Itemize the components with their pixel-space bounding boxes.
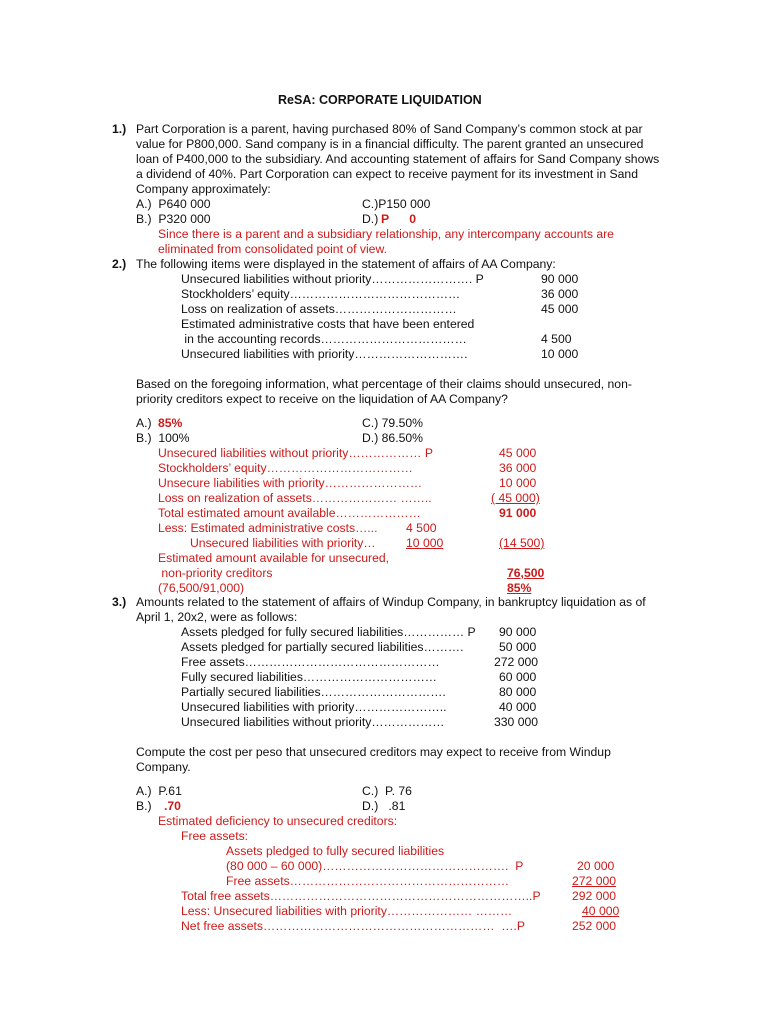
q2-solution-value: ( 45 000)	[491, 491, 540, 505]
q3-item-label: Partially secured liabilities………………………….	[181, 685, 446, 699]
q2-ratio-value: 85%	[507, 581, 532, 595]
q3-less-unsecured-value: 40 000	[582, 904, 620, 918]
q1-option-d-label: D.)	[362, 212, 379, 226]
q2-item-value: 36 000	[541, 287, 579, 301]
q2-less-value: 4 500	[406, 521, 437, 535]
q3-question-line: Company.	[136, 760, 191, 774]
q3-option-b-label: B.)	[136, 799, 152, 813]
q2-solution-value: 45 000	[499, 446, 537, 460]
q2-ratio-label: (76,500/91,000)	[158, 581, 245, 595]
q3-free-assets-label: Free assets………………………………………………	[226, 874, 510, 888]
q3-item-value: 330 000	[494, 715, 539, 729]
q1-option-a: A.) P640 000	[136, 197, 211, 211]
q2-solution-label: Total estimated amount available…………………	[158, 506, 421, 520]
q2-item-value: 10 000	[541, 347, 579, 361]
q3-item-value: 90 000	[499, 625, 537, 639]
q2-solution-value: 10 000	[499, 476, 537, 490]
q1-option-c: C.)P150 000	[362, 197, 431, 211]
q1-option-b: B.) P320 000	[136, 212, 211, 226]
q2-solution-label: Loss on realization of assets………………… ……..	[158, 491, 432, 505]
q3-item-value: 80 000	[499, 685, 537, 699]
question-3-number: 3.)	[112, 595, 127, 609]
q2-item-label: Estimated administrative costs that have been entered	[181, 317, 475, 331]
q1-explanation-line: eliminated from consolidated point of view.	[158, 242, 387, 256]
q2-option-a-answer: 85%	[158, 416, 183, 430]
q2-solution-label: Stockholders’ equity………………………………	[158, 461, 413, 475]
question-1-number: 1.)	[112, 122, 127, 136]
q3-item-value: 60 000	[499, 670, 537, 684]
q2-solution-value: 36 000	[499, 461, 537, 475]
q3-intro-line: April 1, 20x2, were as follows:	[136, 610, 298, 624]
q3-item-value: 272 000	[494, 655, 539, 669]
q3-net-free-value: 252 000	[572, 919, 617, 933]
q2-solution-label: Unsecured liabilities without priority……………… P	[158, 446, 433, 460]
q3-option-b-answer: .70	[164, 799, 181, 813]
q3-pledged-calc: (80 000 – 60 000)………………………………………. P	[226, 859, 524, 873]
q3-less-unsecured-label: Less: Unsecured liabilities with priority………………… ………	[181, 904, 513, 918]
q3-net-free-label: Net free assets………………………………………………… ….P	[181, 919, 525, 933]
q1-option-d-answer: P 0	[381, 212, 417, 226]
q1-text-line: loan of P400,000 to the subsidiary. And accounting statement of affairs for Sand Company shows	[136, 152, 660, 166]
q2-available-line: Estimated amount available for unsecured,	[158, 551, 390, 565]
q2-item-label: Stockholders’ equity……………………………………	[181, 287, 461, 301]
q3-intro-line: Amounts related to the statement of affairs of Windup Company, in bankruptcy liquidation as of	[136, 595, 646, 609]
q2-option-c: C.) 79.50%	[362, 416, 423, 430]
q2-item-label: in the accounting records………………………………	[181, 332, 467, 346]
q3-free-assets-heading: Free assets:	[181, 829, 249, 843]
q2-item-label: Unsecured liabilities with priority……………………….	[181, 347, 468, 361]
q2-question-line: priority creditors expect to receive on the liquidation of AA Company?	[136, 392, 508, 406]
q2-item-value: 45 000	[541, 302, 579, 316]
q2-option-a-label: A.)	[136, 416, 152, 430]
q3-option-a: A.) P.61	[136, 784, 182, 798]
q2-available-line: non-priority creditors	[158, 566, 273, 580]
q1-text-line: Company approximately:	[136, 182, 271, 196]
q1-text-line: a dividend of 40%. Part Corporation can expect to receive payment for its investment in Sand	[136, 167, 638, 181]
q3-pledged-label: Assets pledged to fully secured liabilities	[226, 844, 445, 858]
q3-item-value: 40 000	[499, 700, 537, 714]
q3-free-assets-value: 272 000	[572, 874, 617, 888]
q3-item-label: Assets pledged for fully secured liabilities…………… P	[181, 625, 476, 639]
q3-total-free-value: 292 000	[572, 889, 617, 903]
q1-text-line: Part Corporation is a parent, having purchased 80% of Sand Company’s common stock at par	[136, 122, 643, 136]
q2-less-label: Less: Estimated administrative costs…...	[158, 521, 378, 535]
q3-option-d: D.) .81	[362, 799, 406, 813]
q2-unsecured-label: Unsecured liabilities with priority…	[190, 536, 376, 550]
q2-solution-label: Unsecure liabilities with priority……………………	[158, 476, 423, 490]
q2-unsecured-value: 10 000	[406, 536, 444, 550]
q3-item-label: Free assets…………………………………………	[181, 655, 440, 669]
q3-item-label: Unsecured liabilities with priority…………………..	[181, 700, 447, 714]
question-2-number: 2.)	[112, 257, 127, 271]
q3-item-value: 50 000	[499, 640, 537, 654]
q3-question-line: Compute the cost per peso that unsecured creditors may expect to receive from Windup	[136, 745, 611, 759]
q3-total-free-label: Total free assets………………………………………………………..P	[181, 889, 541, 903]
q2-unsecured-total: (14 500)	[499, 536, 545, 550]
q3-item-label: Fully secured liabilities……………………………	[181, 670, 437, 684]
q2-available-value: 76,500	[507, 566, 545, 580]
q1-text-line: value for P800,000. Sand company is in a financial difficulty. The parent granted an unsecured	[136, 137, 644, 151]
q3-option-c: C.) P. 76	[362, 784, 412, 798]
q2-option-b: B.) 100%	[136, 431, 190, 445]
q3-solution-heading: Estimated deficiency to unsecured creditors:	[158, 814, 398, 828]
q2-item-label: Unsecured liabilities without priority……………………. P	[181, 272, 484, 286]
q1-explanation-line: Since there is a parent and a subsidiary relationship, any intercompany accounts are	[158, 227, 614, 241]
q2-item-value: 90 000	[541, 272, 579, 286]
q3-pledged-value: 20 000	[577, 859, 615, 873]
q2-question-line: Based on the foregoing information, what percentage of their claims should unsecured, non-	[136, 377, 632, 391]
q2-total-available: 91 000	[499, 506, 537, 520]
q3-item-label: Unsecured liabilities without priority………………	[181, 715, 445, 729]
q2-option-d: D.) 86.50%	[362, 431, 423, 445]
q2-item-label: Loss on realization of assets…………………………	[181, 302, 457, 316]
page-title: ReSA: CORPORATE LIQUIDATION	[278, 93, 482, 107]
q2-item-value: 4 500	[541, 332, 572, 346]
q2-intro: The following items were displayed in the statement of affairs of AA Company:	[136, 257, 556, 271]
q3-item-label: Assets pledged for partially secured liabilities……….	[181, 640, 464, 654]
